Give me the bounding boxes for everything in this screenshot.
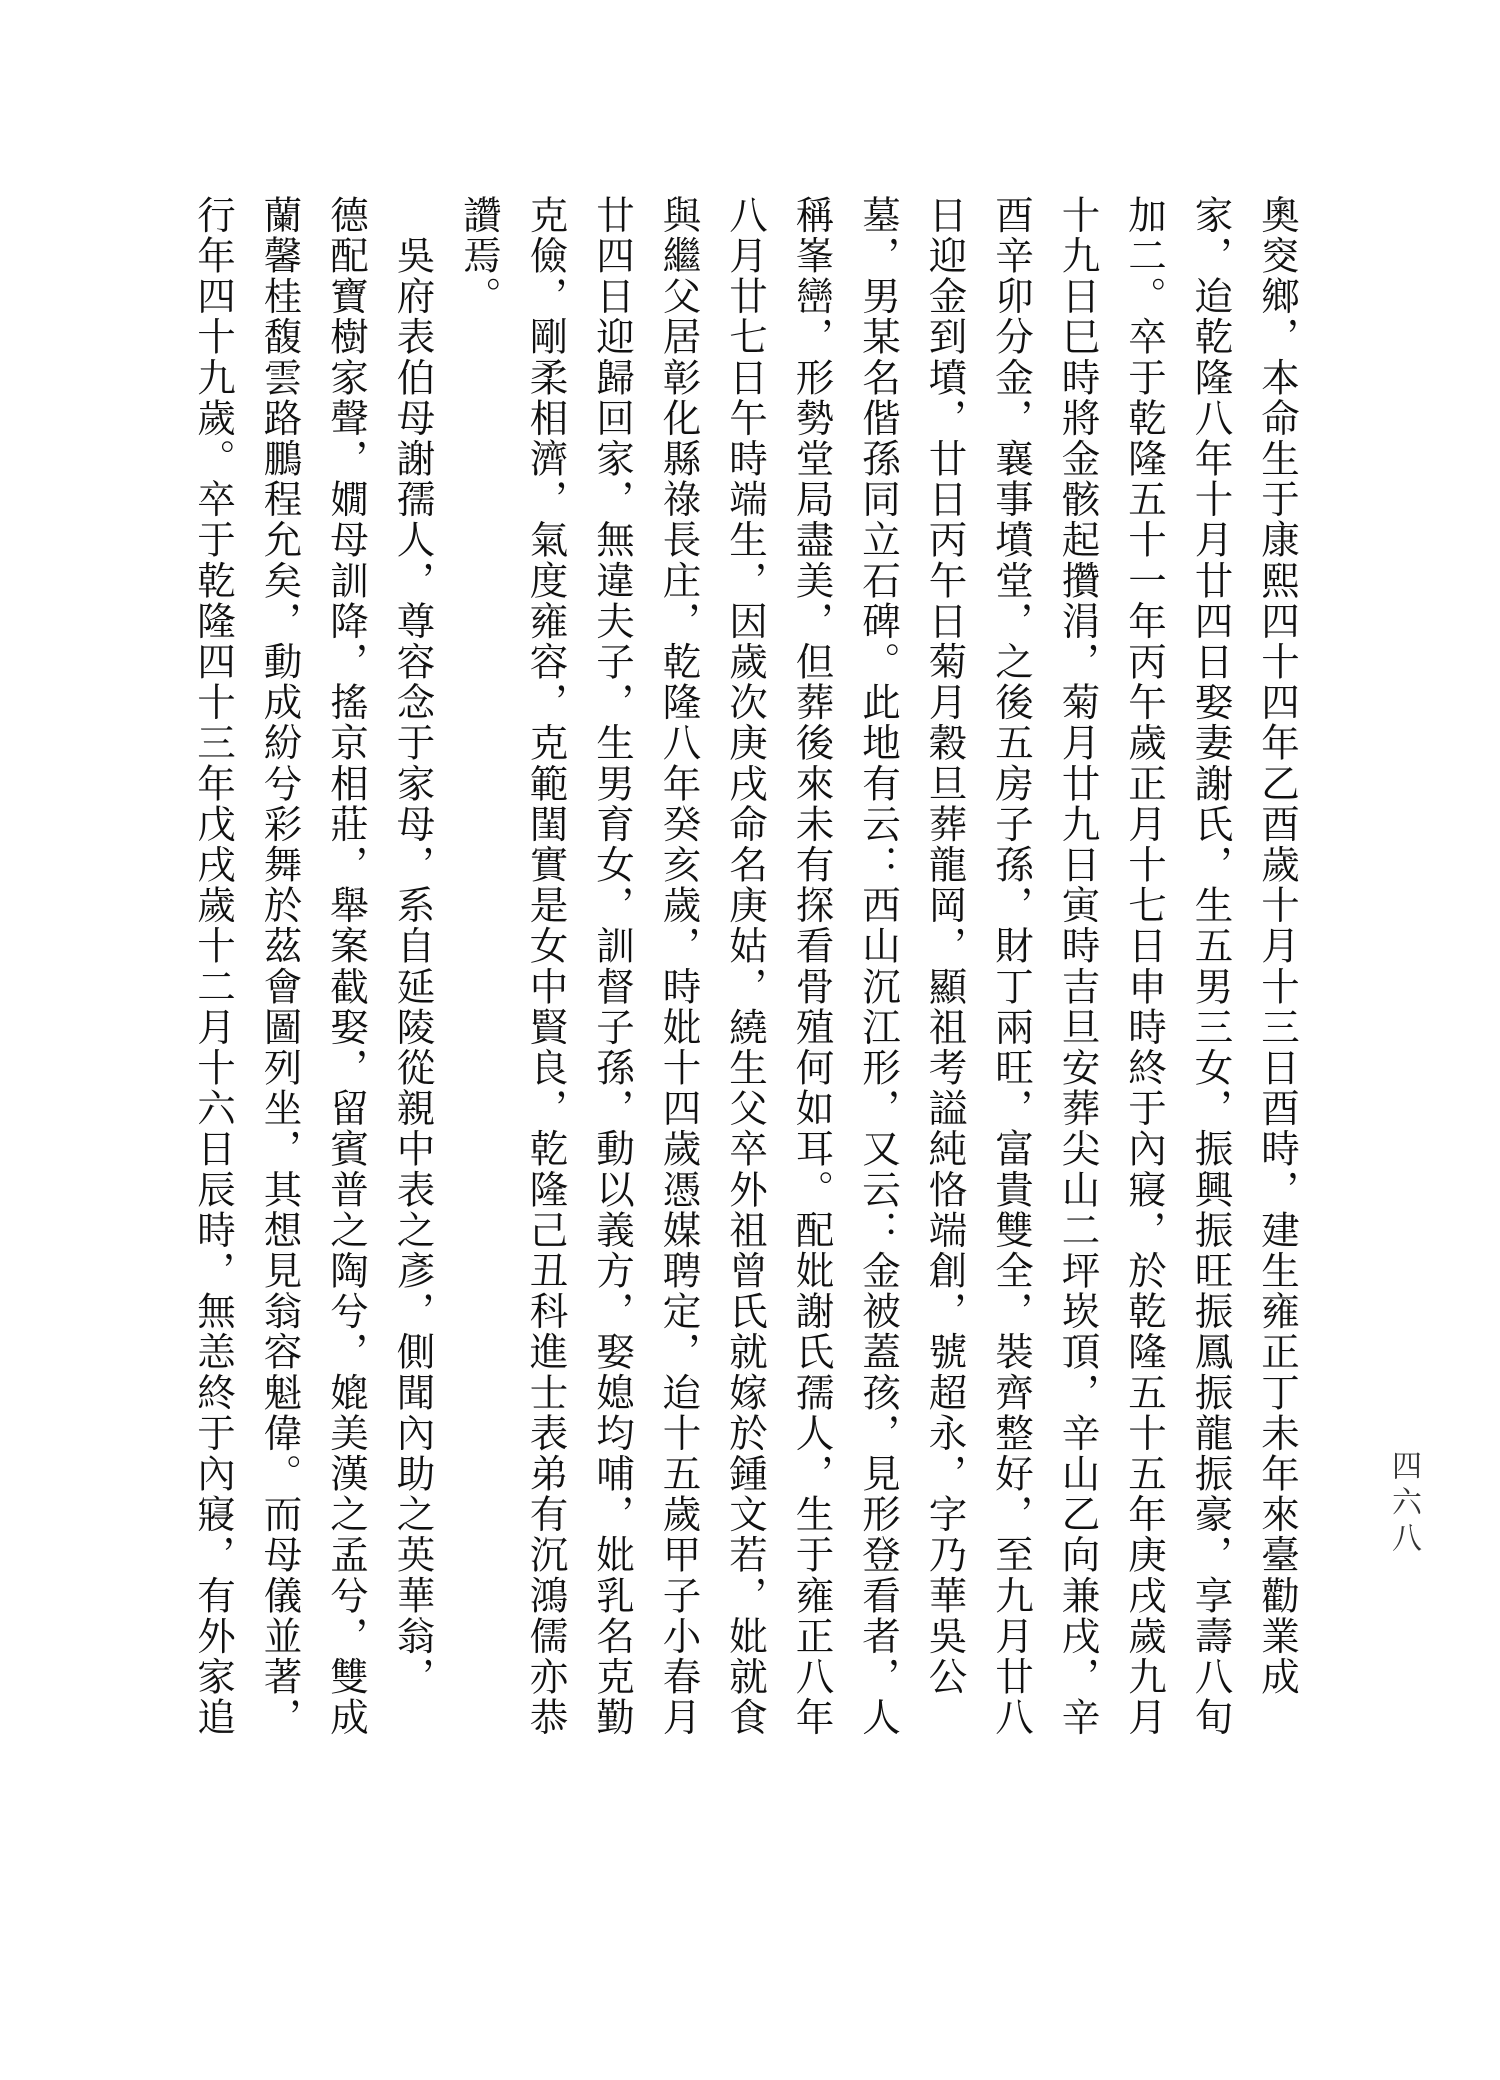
text-line: 八月廿七日午時端生，因歲次庚戌命名庚姑，繞生父卒外祖曾氏就嫁於鍾文若，妣就食 — [723, 195, 768, 1738]
text-line: 日迎金到墳，廿日丙午日菊月穀旦葬龍岡，顯祖考謚純恪端創，號超永，字乃華吳公 — [922, 195, 968, 1698]
text-line: 廿四日迎歸回家，無違夫子，生男育女，訓督子孫，動以義方，娶媳均哺，妣乳名克勤 — [590, 195, 635, 1738]
text-line: 蘭馨桂馥雲路鵬程允矣，動成紛兮彩舞於茲會圖列坐，其想見翁容魁偉。而母儀並著， — [257, 195, 303, 1738]
text-line: 讚焉。 — [457, 195, 502, 317]
body-text — [180, 195, 1311, 1895]
text-line: 德配寶樹家聲，嫺母訓降，搖京相莊，舉案截娶，留賓普之陶兮，媲美漢之孟兮，雙成 — [324, 195, 369, 1738]
text-line: 奧窔鄉，本命生于康熙四十四年乙酉歲十月十三日酉時，建生雍正丁未年來臺勸業成 — [1255, 195, 1300, 1698]
text-line: 墓，男某名偕孫同立石碑。此地有云：西山沉江形，又云：金被蓋孩，見形登看者，人 — [856, 195, 901, 1738]
text-line: 加二。卒于乾隆五十一年丙午歲正月十七日申時終于內寢，於乾隆五十五年庚戌歲九月 — [1122, 195, 1167, 1738]
text-line: 家，迨乾隆八年十月廿四日娶妻謝氏，生五男三女，振興振旺振鳳振龍振豪，享壽八旬 — [1188, 195, 1234, 1738]
text-line: 行年四十九歲。卒于乾隆四十三年戊戌歲十二月十六日辰時，無恙終于內寢，有外家追 — [191, 195, 236, 1738]
text-line: 稱峯巒，形勢堂局盡美，但葬後來未有探看骨殖何如耳。配妣謝氏孺人，生于雍正八年 — [789, 195, 835, 1738]
text-line: 十九日巳時將金骸起攢涓，菊月廿九日寅時吉旦安葬尖山二坪崁頂，辛山乙向兼戌，辛 — [1055, 195, 1101, 1738]
page-number: 四六八 — [1386, 1450, 1421, 1558]
text-line: 吳府表伯母謝孺人，尊容念于家母，系自延陵從親中表之彥，側聞內助之英華翁， — [390, 195, 436, 1698]
text-line: 與繼父居彰化縣祿長庄，乾隆八年癸亥歲，時妣十四歲憑媒聘定，迨十五歲甲子小春月 — [656, 195, 702, 1738]
text-line: 酉辛卯分金，襄事墳堂，之後五房子孫，財丁兩旺，富貴雙全，裝齊整好，至九月廿八 — [989, 195, 1034, 1738]
text-line: 克儉，剛柔相濟，氣度雍容，克範閨實是女中賢良，乾隆己丑科進士表弟有沉鴻儒亦恭 — [523, 195, 569, 1738]
